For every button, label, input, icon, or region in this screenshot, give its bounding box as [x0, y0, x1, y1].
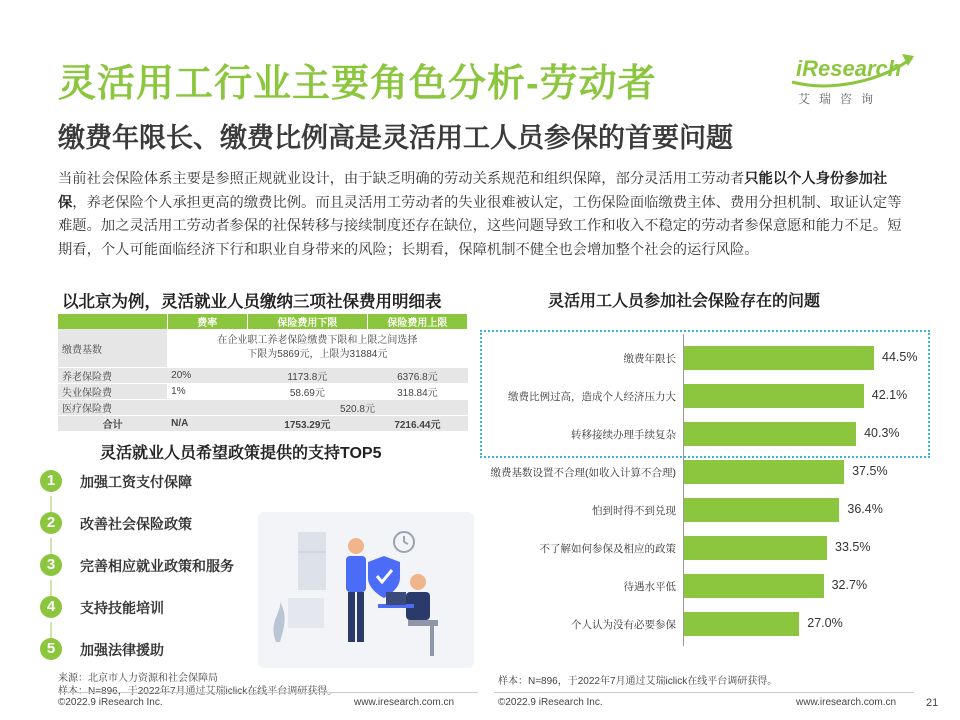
fee-row-merged: 520.8元 [247, 400, 467, 416]
bar-category-label: 个人认为没有必要参保 [571, 619, 676, 631]
top5-number: 2 [40, 512, 62, 534]
footer-copyright: ©2022.9 iResearch Inc. [58, 697, 163, 708]
bar [684, 536, 827, 560]
top5-list [40, 470, 260, 660]
bar-value-label: 40.3% [864, 426, 900, 440]
fee-table [58, 314, 468, 432]
fee-header-high: 保险费用上限 [367, 314, 467, 329]
fee-row-rate: 1% [167, 384, 247, 400]
table-row [58, 400, 468, 416]
intro-part1: 当前社会保险体系主要是参照正规就业设计，由于缺乏明确的劳动关系规范和组织保障，部分灵活用工劳动者 [58, 171, 745, 187]
table-row [58, 384, 468, 400]
bar-category-label: 缴费年限长 [623, 353, 676, 365]
sample-note-right: 样本：N=896，于2022年7月通过艾瑞iclick在线平台调研获得。 [498, 676, 778, 687]
fee-row-high: 6376.8元 [367, 368, 467, 384]
fee-row-name: 养老保险费 [58, 368, 167, 384]
people-shield-icon [258, 512, 474, 668]
footer-divider [58, 692, 478, 693]
table-row [58, 368, 468, 384]
top5-label: 加强工资支付保障 [80, 474, 192, 490]
sample-note-left [58, 682, 337, 697]
footer-copyright-right: ©2022.9 iResearch Inc. [498, 697, 603, 708]
logo-text: iResearch [796, 56, 902, 81]
page-subtitle: 缴费年限长、缴费比例高是灵活用工人员参保的首要问题 [58, 123, 733, 153]
fee-row-low: 58.69元 [247, 384, 367, 400]
fee-row-total [58, 416, 468, 432]
bar [684, 460, 844, 484]
office-illustration [258, 512, 474, 668]
bar-value-label: 44.5% [882, 350, 918, 364]
fee-total-rate: N/A [167, 416, 247, 432]
intro-paragraph [58, 168, 910, 262]
bar [684, 498, 839, 522]
bar-category-label: 转移接续办理手续复杂 [571, 429, 676, 441]
footer-website: www.iresearch.com.cn [354, 697, 455, 708]
top5-connector [50, 580, 52, 596]
fee-row-high: 318.84元 [367, 384, 467, 400]
top5-number: 1 [40, 470, 62, 492]
page-number: 21 [926, 697, 939, 709]
fee-header-rate: 费率 [167, 314, 247, 329]
bar [684, 612, 799, 636]
fee-table-title: 以北京为例，灵活就业人员缴纳三项社保费用明细表 [62, 293, 442, 311]
bar-category-label: 缴费比例过高，造成个人经济压力大 [508, 391, 676, 403]
footer-divider [494, 692, 914, 693]
fee-total-low: 1753.29元 [247, 416, 367, 432]
bar-category-label: 待遇水平低 [623, 581, 676, 593]
bar-value-label: 42.1% [871, 388, 908, 402]
page-title: 灵活用工行业主要角色分析-劳动者 [58, 63, 657, 105]
fee-base-desc [167, 329, 467, 368]
chart-title: 灵活用工人员参加社会保险存在的问题 [548, 293, 821, 310]
fee-row-low: 1173.8元 [247, 368, 367, 384]
fee-header-empty [58, 314, 167, 329]
top5-label: 加强法律援助 [80, 642, 164, 658]
fee-row-rate [167, 400, 247, 416]
fee-row-name: 失业保险费 [58, 384, 167, 400]
top5-number: 3 [40, 554, 62, 576]
top5-number: 4 [40, 596, 62, 618]
source-note: 来源：北京市人力资源和社会保障局 [58, 673, 218, 684]
bar-category-label: 缴费基数设置不合理(如收入计算不合理) [490, 467, 676, 479]
footer-website-right: www.iresearch.com.cn [796, 697, 897, 708]
logo-cn-text: 艾瑞咨询 [798, 92, 883, 106]
intro-part2: ，养老保险个人承担更高的缴费比例。而且灵活用工劳动者的失业很难被认定，工伤保险面临缴费主体、费用分担机制、取证认定等难题。加之灵活用工劳动者参保的社保转移与接续制度还存在缺位，这些问题导致工作和收入不稳定的劳动者参保意愿和能力不足。短期看，个人可能面临经济下行和职业自身带来的风险；长期看，保障机制不健全也会增加整个社会的运行风险。 [58, 194, 902, 258]
intro-bold: 只能以个人身份参加社保 [58, 171, 888, 211]
bar-value-label: 33.5% [835, 540, 871, 554]
bar-value-label: 36.4% [847, 502, 883, 516]
fee-row-base [58, 329, 468, 368]
fee-base-line1: 在企业职工养老保险缴费下限和上限之间选择 [217, 335, 418, 346]
top5-connector [50, 496, 52, 512]
fee-table-header [58, 314, 468, 329]
top5-connector [50, 538, 52, 554]
bar-category-label: 不了解如何参保及相应的政策 [539, 543, 676, 555]
top5-number: 5 [40, 638, 62, 660]
bar-value-label: 27.0% [807, 616, 843, 630]
fee-base-label: 缴费基数 [58, 329, 167, 368]
fee-total-high: 7216.44元 [367, 416, 467, 432]
fee-header-low: 保险费用下限 [247, 314, 367, 329]
bar-value-label: 32.7% [831, 578, 868, 592]
iresearch-logo [790, 52, 915, 112]
top5-label: 支持技能培训 [80, 600, 164, 616]
fee-row-name: 医疗保险费 [58, 400, 167, 416]
top5-label: 改善社会保险政策 [80, 516, 192, 532]
fee-row-rate: 20% [167, 368, 247, 384]
fee-base-line2: 下限为5869元，上限为31884元 [247, 349, 388, 360]
top5-label: 完善相应就业政策和服务 [80, 558, 234, 574]
bar-value-label: 37.5% [852, 464, 888, 478]
top5-title: 灵活就业人员希望政策提供的支持TOP5 [100, 445, 382, 462]
top5-connector [50, 622, 52, 638]
bar [684, 574, 824, 598]
fee-total-name: 合计 [58, 416, 167, 432]
highlight-box [480, 330, 930, 458]
bar-category-label: 怕到时得不到兑现 [592, 505, 676, 517]
